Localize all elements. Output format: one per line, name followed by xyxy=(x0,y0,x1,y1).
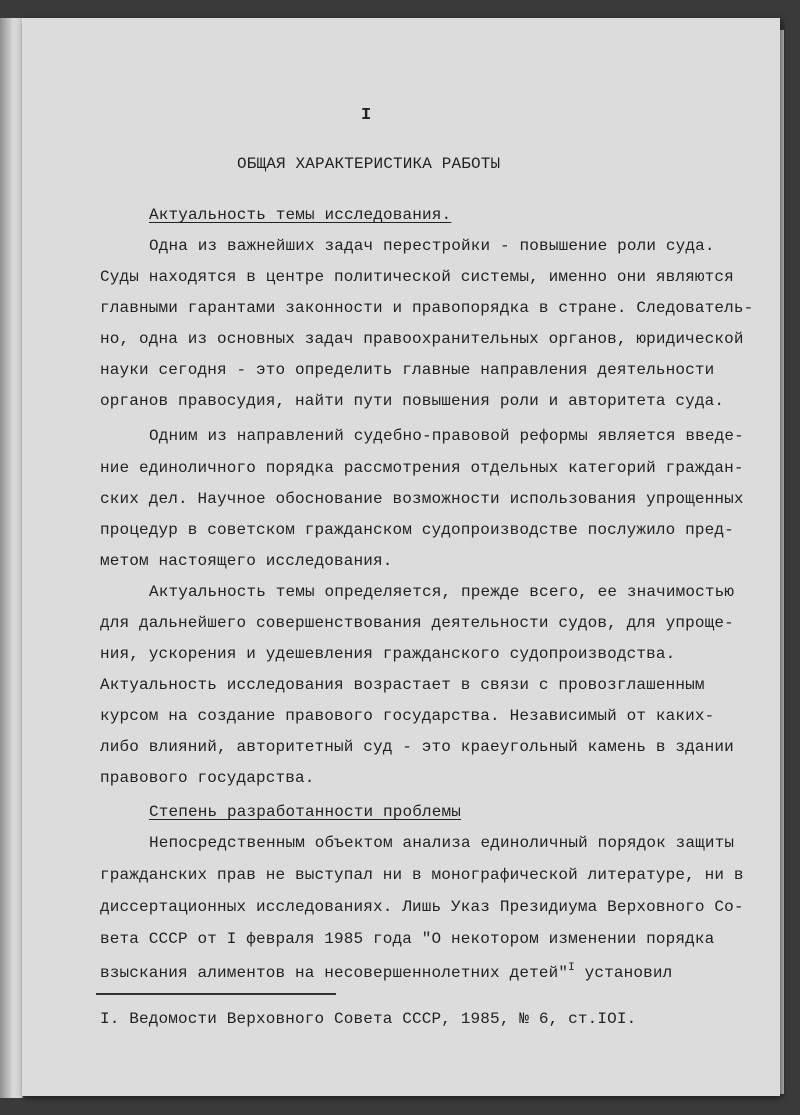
section-heading-relevance: Актуальность темы исследования. xyxy=(149,206,452,224)
text-line: но, одна из основных задач правоохранительных органов, юридической xyxy=(100,330,744,348)
text-line: Актуальность исследования возрастает в связи с провозглашенным xyxy=(100,676,705,694)
section-number: I xyxy=(361,106,372,125)
text-line: процедур в советском гражданском судопроизводстве послужило пред- xyxy=(100,521,734,539)
text-line: вета СССР от I февраля 1985 года "О некотором изменении порядка xyxy=(100,930,715,948)
text-line: ния, ускорения и удешевления гражданского судопроизводства. xyxy=(100,645,676,663)
text-line: для дальнейшего совершенствования деятельности судов, для упроще- xyxy=(100,614,734,632)
text-line: метом настоящего исследования. xyxy=(100,552,393,570)
text-line: Суды находятся в центре политической системы, именно они являются xyxy=(100,268,734,286)
footnote-text: I. Ведомости Верховного Совета СССР, 1985, № 6, ст.IOI. xyxy=(100,1010,637,1028)
section-heading-development: Степень разработанности проблемы xyxy=(149,803,462,821)
text-line-with-footnote xyxy=(100,962,672,982)
text-line: органов правосудия, найти пути повышения роли и авторитета суда. xyxy=(100,392,725,410)
text-line: гражданских прав не выступал ни в монографической литературе, ни в xyxy=(100,866,744,884)
footnote-marker: I xyxy=(568,962,575,974)
text-line-start: взыскания алиментов на несовершеннолетних детей" xyxy=(100,964,569,982)
text-line: Одним из направлений судебно-правовой реформы является введе- xyxy=(149,427,744,445)
text-line: курсом на создание правового государства. Независимый от каких- xyxy=(100,707,715,725)
text-line: правового государства. xyxy=(100,769,315,787)
text-line: Актуальность темы определяется, прежде всего, ее значимостью xyxy=(149,583,735,601)
footnote-divider xyxy=(96,993,336,995)
text-line: ние единоличного порядка рассмотрения отдельных категорий граждан- xyxy=(100,459,744,477)
text-line-end: установил xyxy=(574,964,673,982)
text-line: главными гарантами законности и правопорядка в стране. Следователь- xyxy=(100,299,754,317)
previous-page-edge xyxy=(0,18,23,1098)
text-line: Одна из важнейших задач перестройки - повышение роли суда. xyxy=(149,237,715,255)
text-line: науки сегодня - это определить главные направления деятельности xyxy=(100,361,715,379)
chapter-title: ОБЩАЯ ХАРАКТЕРИСТИКА РАБОТЫ xyxy=(237,155,501,173)
text-line: ских дел. Научное обоснование возможности использования упрощенных xyxy=(100,490,744,508)
text-line: либо влияний, авторитетный суд - это краеугольный камень в здании xyxy=(100,738,734,756)
text-line: диссертационных исследованиях. Лишь Указ Президиума Верховного Со- xyxy=(100,898,744,916)
text-line: Непосредственным объектом анализа единоличный порядок защиты xyxy=(149,834,735,852)
